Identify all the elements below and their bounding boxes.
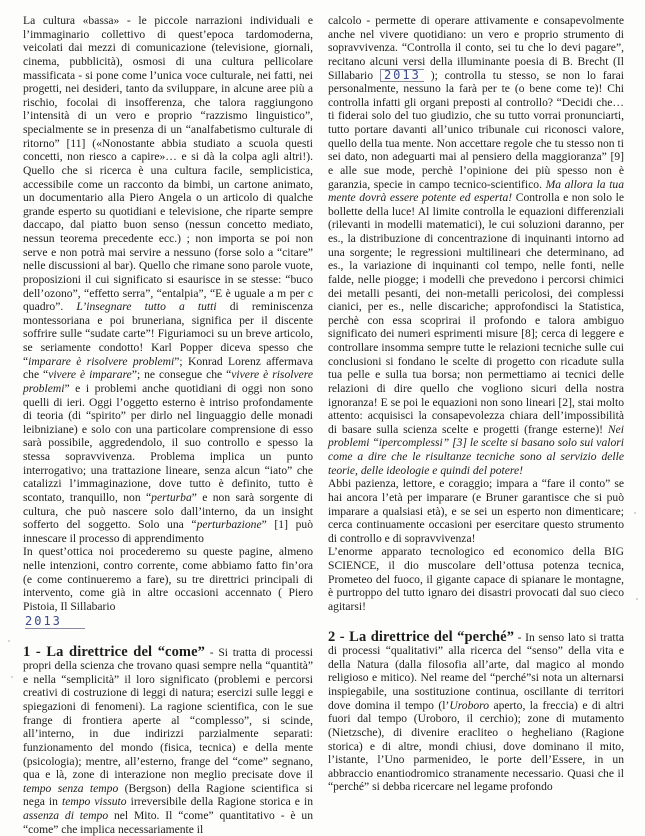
italic-phrase: perturba: [151, 491, 192, 504]
section-heading-how: 1 - La direttrice del “come”: [23, 644, 205, 660]
italic-phrase: vivere è risolvere problemi: [23, 368, 313, 395]
handwritten-year-annotation: 2013: [380, 69, 424, 82]
handwritten-year-annotation: 2013: [25, 614, 85, 629]
paragraph-low-culture: La cultura «bassa» - le piccole narrazioni individuali e l’immaginario collettivo di quest’epoca tardomoderna, veicolati dai mezzi di comunicazione (televisione, giornali, cinema, pubblicità), osmosi di una cultura pellicolare massificata - si pone come l’unica voce culturale, nei fatti, nei progetti, nei desideri, tanto da sviluppare, in alcune aree più a rischio, focolai di insofferenza, che talora raggiungono l’intensità di un vero e proprio “razzismo linguistico”, specialmente se in presenza di un “analfabetismo culturale di ritorno” [11] («Nonostante abbia studiato a scuola questi concetti, non riesco a capire»… e si dà la colpa agli altri!). Quello che si ricerca è una cultura facile, semplicistica, accessibile come un racconto da bimbi, un cartone animato, un documentario alla Piero Angela o un articolo di qualche grande esperto su quotidiani e televisione, che riparte sempre daccapo, dal piatto buon senso (nessun concetto mediato, nessun teorema precedente ecc.) ; non importa se poi non serve e non potrà mai servire a nessuno (forse solo a “citare” nelle discussioni al bar). Quello che rimane sono parole vuote, proposizioni il cui significato si esaurisce in se stesse: “buco dell’ozono”, “effetto serra”, “entalpia”, “E è uguale a m per c quadro”. L’insegnare tutto a tutti di reminiscenza montessoriana e poi bruneriana, significa per il discente soffrire sulle “sudate carte”! Figuriamoci su un breve articolo, se seriamente condotto! Karl Popper diceva spesso che “imparare è risolvere problemi”; Konrad Lorenz affermava che “vivere è imparare”; ne consegue che “vivere è risolvere problemi” e i problemi anche quotidiani di oggi non sono quelli di ieri. Oggi l’oggetto esterno è intriso profondamente di teoria (di “spirito” per dirlo nel linguaggio delle monadi leibniziane) e solo con una particolare comprensione di esso sarà possibile, aggredendolo, il suo controllo e spesso la stessa sopravvivenza. Problema implica un punto interrogativo; una trattazione lineare, senza alcun “iato” che catalizzi l’immaginazione, dove tutto è definito, tutto è scontato, tranquillo, non “perturba” e non sarà sorgente di cultura, che può nascere solo dall’interno, da un insight sofferto del soggetto. Solo una “perturbazione” [1] può innescare il processo di apprendimento: [23, 14, 313, 545]
section-how: 1 - La direttrice del “come” - Si tratta di processi propri della scienza che trovano quasi sempre nella “quantità” e nella “semplicità” il loro significato (problemi e percorsi creativi di costruzione di leggi di natura; esercizi sulle leggi e spiegazioni di fenomeni). La ragione scientifica, con le sue frange di frontiera aperte al “complesso”, si scinde, all’interno, in due indirizzi parzialmente separati: funzionamento del mondo (fisica, tecnica) e della mente (psicologia); mentre, all’esterno, frange del “come” segnano, qua e là, zone di interazione non meglio precisate dove il tempo senza tempo (Bergson) della Ragione scientifica si nega in tempo vissuto irreversibile della Ragione storica e in assenza di tempo nel Mito. Il “come” quantitativo - è un “come” che implica necessariamente il: [23, 646, 313, 836]
italic-phrase: Nei problemi “ipercomplessi” [3] le scelte si basano solo sui valori come a dire che le risultanze tecniche sono al servizio delle teorie, delle ideologie e quindi del potere!: [328, 423, 624, 477]
spacer: [328, 614, 624, 627]
italic-phrase: Ma allora la tua mente dovrà essere potente ed esperta!: [328, 178, 624, 205]
italic-phrase: vivere è imparare: [48, 368, 132, 381]
paragraph-calculation: calcolo - permette di operare attivamente e consapevolmente anche nel vivere quotidiano: un vero e proprio strumento di sopravvivenza. “Controlla il conto, sei tu che lo devi pagare”, recitano alcuni versi della illuminante poesia di B. Brecht (Il Sillabario 2013 ); controlla tu stesso, se non lo farai personalmente, nessuno la farà per te (o bene come te)! Chi controlla infatti gli organi preposti al controllo? “Decidi che…ti fiderai solo del tuo giudizio, che su tutto vorrai pronunciarti, tutto portare davanti all’unico tribunale cui riconosci valore, quello della tua mente. Non accettare regole che tu stesso non ti sei dato, non adeguarti mai al pensiero della maggioranza” [9] e alle sue mode, perchè l’opinione dei più spesso non è garanzia, specie in campo tecnico-scientifico. Ma allora la tua mente dovrà essere potente ed esperta! Controlla e non solo le bollette della luce! Al limite controlla le equazioni differenziali (rilevanti in modelli matematici), le cui soluzioni daranno, per es., la distribuzione di concentrazione di inquinanti intorno ad una sorgente; le regressioni multilineari che determinano, ad es., la variazione di inquinanti col tempo, nelle fonti, nelle falde, nelle piogge; i modelli che prevedono i percorsi chimici dei metalli pesanti, dei non-metalli pericolosi, dei complessi cianici, per es., nelle discariche; approfondisci la Statistica, perchè con essa scoprirai il profondo e talora ambiguo significato dei numeri esprimenti misure [8]; cerca di leggere e controllare insomma sempre tutte le relazioni tecniche sulle cui conclusioni si fondano le scelte di progetto con ricadute sulla tua pelle e sulla tua borsa; non permettiamo ai tecnici delle relazioni di dire quello che vogliono sicuri della nostra ignoranza! E se poi le equazioni non sono lineari [2], stai molto attento: acquisisci la consapevolezza chiara dell’impossibilità di basare sulla scienza scelte e progetti (frange esterne)! Nei problemi “ipercomplessi” [3] le scelte si basano solo sui valori come a dire che le risultanze tecniche sono al servizio delle teorie, delle ideologie e quindi del potere!: [328, 14, 624, 477]
paragraph-patience: Abbi pazienza, lettore, e coraggio; impara a “fare il conto” se hai ancora l’età per imparare (e Bruner garantisce che si può imparare a qualsiasi età), e se sei un esperto non dimenticare; cerca continuamente occasioni per esercitare questo strumento di controllo e di sopravvivenza!: [328, 477, 624, 545]
scan-speck: [11, 676, 13, 678]
paragraph-three-directions: In quest’ottica noi procederemo su queste pagine, almeno nelle intenzioni, contro corrente, come abbiamo fatto fin’ora (e come continueremo a fare), su tre direttrici principali di intervento, come già in altre occasioni accennato ( Piero Pistoia, Il Sillabario: [23, 545, 313, 613]
italic-phrase: perturbazione: [197, 518, 262, 531]
scan-speck: [636, 598, 638, 600]
right-column: [328, 14, 624, 794]
italic-phrase: Uroboro: [449, 699, 489, 712]
section-heading-why: 2 - La direttrice del “perché”: [328, 629, 514, 645]
italic-phrase: tempo vissuto: [62, 795, 127, 808]
scan-speck: [8, 640, 10, 642]
italic-phrase: tempo senza tempo: [23, 782, 118, 795]
left-column: [23, 14, 313, 836]
scan-speck: [634, 512, 636, 514]
italic-phrase: imparare è risolvere problemi: [28, 355, 174, 368]
paragraph-big-science: L’enorme apparato tecnologico ed economico della BIG SCIENCE, il dio muscolare dell’ottusa potenza tecnica, Prometeo del fuoco, il gigante capace di spianare le montagne, è purtroppo del tutto ignaro dei disastri provocati dal suo cieco agitarsi!: [328, 545, 624, 613]
italic-phrase: L’insegnare tutto a tutti: [76, 300, 216, 313]
section-why: 2 - La direttrice del “perché” - In senso lato si tratta di processi “qualitativi” alla ricerca del “senso” della vita e della Natura (dalla filosofia all’arte, dal magico al mondo religioso e mitico). Nel reame del “perché”si nota un alternarsi inspiegabile, una sostituzione continua, oscillante di territori dove domina il tempo (l’Uroboro aperto, la freccia) e di altri fuori dal tempo (Uroboro, il cerchio); zone di mutamento (Nietzsche), di divenire eracliteo o hegheliano (Ragione storica) e di altre, mondi chiusi, dove dominano il mito, l’istante, l’Uno parmenideo, le porte dell’Essere, in un abbraccio enantiodromico stranamente necessario. Quasi che il “perché” si debba ricercare nel legame profondo: [328, 631, 624, 795]
spacer: [23, 629, 313, 642]
italic-phrase: assenza di tempo: [23, 809, 108, 822]
